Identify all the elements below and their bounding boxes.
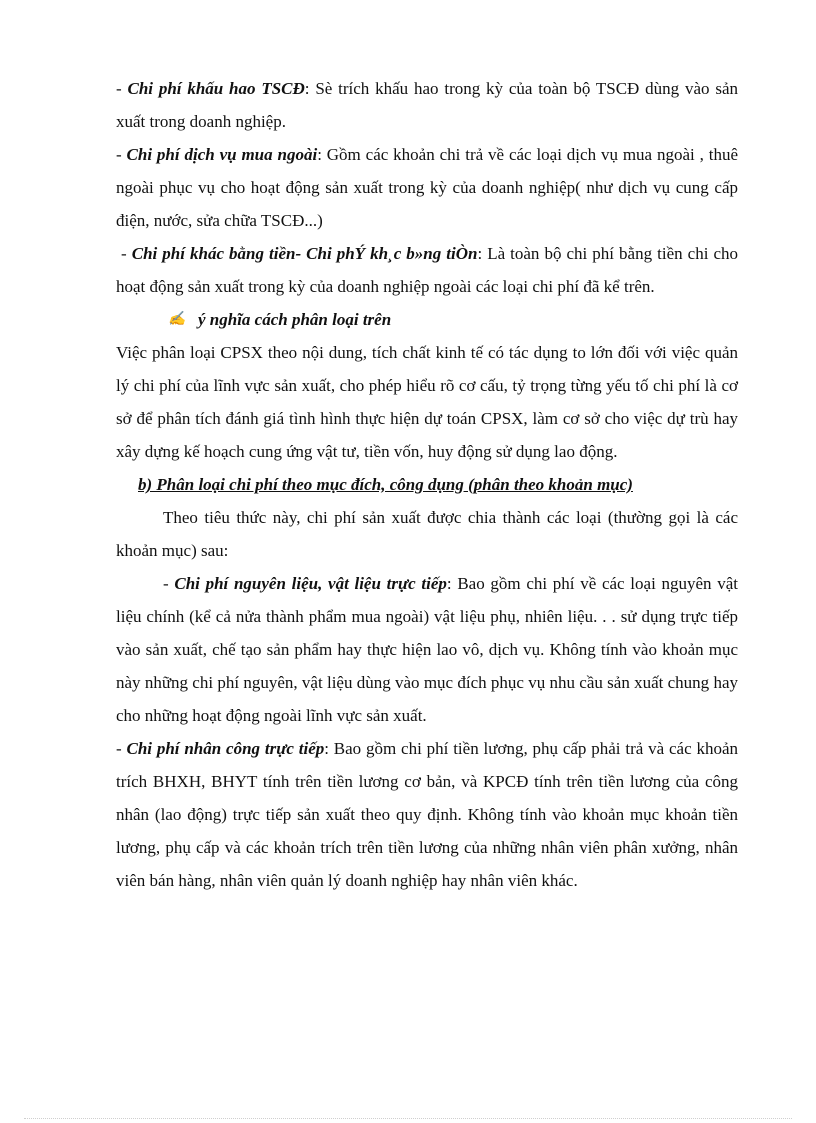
document-page	[116, 72, 738, 897]
text-depreciation: : Sè trích khấu hao trong kỳ của toàn bộ TSCĐ dùng vào sản xuất trong doanh nghiệp.	[116, 79, 738, 131]
text-direct-materials: : Bao gồm chi phí về các loại nguyên vật liệu chính (kể cả nửa thành phẩm mua ngoài) vật liệu phụ, nhiên liệu. . . sử dụng trực tiếp vào sản xuất, chế tạo sản phẩm hay thực hiện lao vô, dịch vụ. Không tính vào khoản mục này những chi phí nguyên, vật liệu dùng vào mục đích phục vụ nhu cầu sản xuất chung hay cho những hoạt động ngoài lĩnh vực sản xuất.	[116, 574, 739, 725]
paragraph-classification-meaning: Việc phân loại CPSX theo nội dung, tích chất kinh tế có tác dụng to lớn đối với việc quản lý chi phí của lĩnh vực sản xuất, cho phép hiểu rõ cơ cấu, tỷ trọng từng yếu tố chi phí là cơ sở để phân tích đánh giá tình hình thực hiện dự toán CPSX, làm cơ sở cho việc dự trù hay xây dựng kế hoạch cung ứng vật tư, tiền vốn, huy động sử dụng lao động.	[116, 343, 738, 461]
term-depreciation: Chi phí khấu hao TSCĐ	[127, 79, 305, 98]
text-other-cash-costs: : Là toàn bộ chi phí bằng tiền chi cho hoạt động sản xuất trong kỳ của doanh nghiệp ngoài các loại chi phí đã kể trên.	[116, 244, 738, 296]
page-bottom-divider	[24, 1118, 792, 1119]
paragraph-depreciation: - Chi phí khấu hao TSCĐ: Sè trích khấu hao trong kỳ của toàn bộ TSCĐ dùng vào sản xuất trong doanh nghiệp.	[116, 79, 738, 131]
term-direct-materials: Chi phí nguyên liệu, vật liệu trực tiếp	[174, 574, 447, 593]
heading-classification-meaning	[116, 303, 738, 336]
term-other-cash-costs: Chi phí khác bằng tiền- Chi phÝ kh¸c b»ng tiÒn	[131, 244, 478, 263]
writing-hand-icon: ✍	[168, 312, 186, 327]
text-outsourced-services: : Gồm các khoản chi trả về các loại dịch vụ mua ngoài , thuê ngoài phục vụ cho hoạt động sản xuất trong kỳ của doanh nghiệp( như dịch vụ cung cấp điện, nước, sửa chữa TSCĐ...)	[116, 145, 738, 230]
text-direct-labor: : Bao gồm chi phí tiền lương, phụ cấp phải trả và các khoản trích BHXH, BHYT tính trên tiền lương cơ bản, và KPCĐ tính trên tiền lương của công nhân (lao động) trực tiếp sản xuất theo quy định. Không tính vào khoản mục khoản tiền lương, phụ cấp và các khoản trích trên tiền lương của những nhân viên phân xưởng, nhân viên bán hàng, nhân viên quản lý doanh nghiệp hay nhân viên khác.	[116, 739, 738, 890]
heading-classification-meaning-label: ý nghĩa cách phân loại trên	[198, 310, 392, 329]
term-outsourced-services: Chi phí dịch vụ mua ngoài	[126, 145, 318, 164]
paragraph-direct-labor: - Chi phí nhân công trực tiếp: Bao gồm chi phí tiền lương, phụ cấp phải trả và các khoản trích BHXH, BHYT tính trên tiền lương cơ bản, và KPCĐ tính trên tiền lương của công nhân (lao động) trực tiếp sản xuất theo quy định. Không tính vào khoản mục khoản tiền lương, phụ cấp và các khoản trích trên tiền lương của những nhân viên phân xưởng, nhân viên bán hàng, nhân viên quản lý doanh nghiệp hay nhân viên khác.	[116, 739, 738, 890]
section-heading-b: b) Phân loại chi phí theo mục đích, công dụng (phân theo khoản mục)	[138, 475, 633, 494]
paragraph-criteria: Theo tiêu thức này, chi phí sản xuất được chia thành các loại (thường gọi là các khoản mục) sau:	[116, 508, 738, 560]
paragraph-outsourced-services: - Chi phí dịch vụ mua ngoài: Gồm các khoản chi trả về các loại dịch vụ mua ngoài , thuê ngoài phục vụ cho hoạt động sản xuất trong kỳ của doanh nghiệp( như dịch vụ cung cấp điện, nước, sửa chữa TSCĐ...)	[116, 145, 738, 230]
term-direct-labor: Chi phí nhân công trực tiếp	[126, 739, 325, 758]
paragraph-direct-materials: - Chi phí nguyên liệu, vật liệu trực tiếp: Bao gồm chi phí về các loại nguyên vật liệu chính (kể cả nửa thành phẩm mua ngoài) vật liệu phụ, nhiên liệu. . . sử dụng trực tiếp vào sản xuất, chế tạo sản phẩm hay thực hiện lao vô, dịch vụ. Không tính vào khoản mục này những chi phí nguyên, vật liệu dùng vào mục đích phục vụ nhu cầu sản xuất chung hay cho những hoạt động ngoài lĩnh vực sản xuất.	[116, 574, 739, 725]
paragraph-other-cash-costs: - Chi phí khác bằng tiền- Chi phÝ kh¸c b»ng tiÒn: Là toàn bộ chi phí bằng tiền chi cho hoạt động sản xuất trong kỳ của doanh nghiệp ngoài các loại chi phí đã kể trên.	[116, 244, 738, 296]
